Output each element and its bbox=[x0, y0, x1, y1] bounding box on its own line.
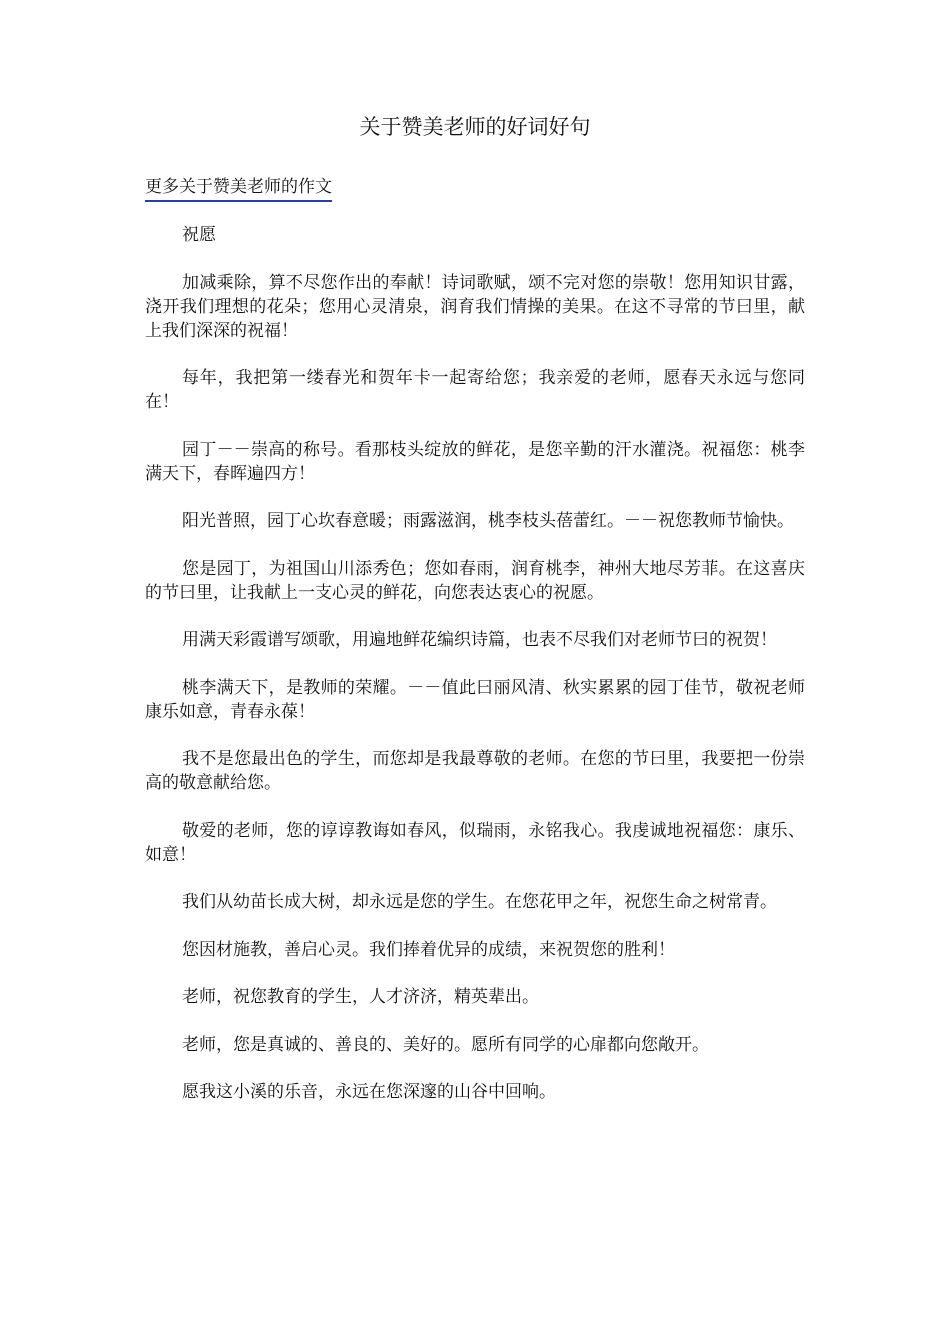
paragraph: 加减乘除，算不尽您作出的奉献！诗词歌赋，颂不完对您的崇敬！您用知识甘露，浇开我们理想的花朵；您用心灵清泉，润育我们情操的美果。在这不寻常的节曰里，献上我们深深的祝福！ bbox=[145, 272, 805, 341]
more-essays-link[interactable]: 更多关于赞美老师的作文 bbox=[145, 175, 332, 202]
page-title: 关于赞美老师的好词好句 bbox=[359, 115, 591, 139]
paragraph: 我们从幼苗长成大树，却永远是您的学生。在您花甲之年，祝您生命之树常青。 bbox=[182, 892, 777, 912]
paragraph: 愿我这小溪的乐音，永远在您深邃的山谷中回响。 bbox=[182, 1082, 556, 1102]
paragraph: 您因材施教，善启心灵。我们捧着优异的成绩，来祝贺您的胜利！ bbox=[182, 939, 675, 960]
paragraph: 桃李满天下，是教师的荣耀。－－值此曰丽风清、秋实累累的园丁佳节，敬祝老师康乐如意，青春永葆！ bbox=[145, 677, 805, 722]
paragraph: 老师，您是真诚的、善良的、美好的。愿所有同学的心扉都向您敞开。 bbox=[182, 1034, 709, 1055]
paragraph: 老师，祝您教育的学生，人才济济，精英辈出。 bbox=[182, 987, 539, 1007]
paragraph: 我不是您最出色的学生，而您却是我最尊敬的老师。在您的节曰里，我要把一份崇高的敬意献给您。 bbox=[145, 749, 805, 793]
paragraph: 阳光普照，园丁心坎春意暖；雨露滋润，桃李枝头蓓蕾红。－－祝您教师节愉快。 bbox=[182, 511, 794, 531]
paragraph: 您是园丁，为祖国山川添秀色；您如春雨，润育桃李，神州大地尽芳菲。在这喜庆的节曰里，让我献上一支心灵的鲜花，向您表达衷心的祝愿。 bbox=[145, 558, 805, 603]
paragraph: 园丁－－崇高的称号。看那枝头绽放的鲜花，是您辛勤的汗水灌浇。祝福您：桃李满天下，春晖遍四方！ bbox=[145, 439, 805, 484]
paragraph-heading: 祝愿 bbox=[182, 225, 216, 245]
paragraph: 每年，我把第一缕春光和贺年卡一起寄给您；我亲爱的老师，愿春天永远与您同在！ bbox=[145, 368, 805, 412]
paragraph: 敬爱的老师，您的谆谆教诲如春风，似瑞雨，永铭我心。我虔诚地祝福您：康乐、如意！ bbox=[145, 820, 805, 865]
paragraph: 用满天彩霞谱写颂歌，用遍地鲜花编织诗篇，也表不尽我们对老师节曰的祝贺！ bbox=[182, 630, 777, 650]
article-body bbox=[145, 223, 805, 1128]
